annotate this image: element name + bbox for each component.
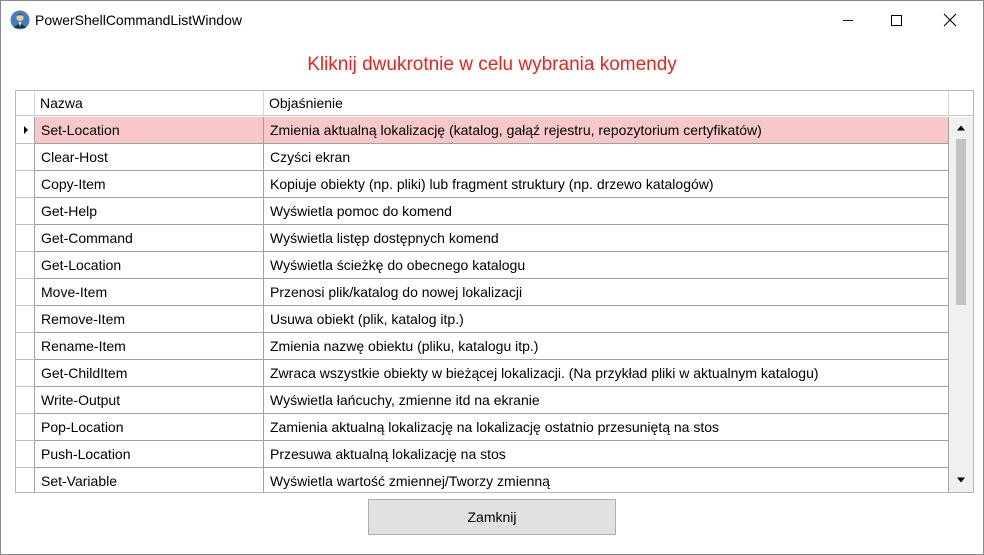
command-description-cell[interactable]: Wyświetla listęp dostępnych komend [264, 225, 949, 252]
row-header[interactable] [16, 117, 35, 144]
window-title: PowerShellCommandListWindow [35, 12, 242, 28]
row-header[interactable] [16, 333, 35, 360]
table-row[interactable] [35, 441, 949, 468]
row-header[interactable] [16, 171, 35, 198]
command-name-cell[interactable]: Set-Location [35, 117, 264, 144]
command-description-cell[interactable]: Wyświetla łańcuchy, zmienne itd na ekranie [264, 387, 949, 414]
table-row[interactable] [35, 360, 949, 387]
table-row[interactable] [35, 387, 949, 414]
command-table[interactable] [15, 90, 974, 493]
command-description-cell[interactable]: Czyści ekran [264, 144, 949, 171]
command-description-cell[interactable]: Przenosi plik/katalog do nowej lokalizacji [264, 279, 949, 306]
command-name-cell[interactable]: Get-Help [35, 198, 264, 225]
close-button[interactable]: Zamknij [368, 499, 616, 535]
scroll-up-icon[interactable] [956, 124, 966, 132]
maximize-button[interactable] [873, 1, 919, 38]
table-header [16, 91, 973, 117]
vertical-scrollbar[interactable] [950, 117, 972, 491]
row-pointer-icon [16, 117, 35, 143]
maximize-icon [890, 14, 902, 26]
command-name-cell[interactable]: Rename-Item [35, 333, 264, 360]
command-description-cell[interactable]: Zmienia aktualną lokalizację (katalog, gałąź rejestru, repozytorium certyfikatów) [264, 117, 949, 144]
command-name-cell[interactable]: Remove-Item [35, 306, 264, 333]
row-header[interactable] [16, 306, 35, 333]
command-description-cell[interactable]: Wyświetla ścieżkę do obecnego katalogu [264, 252, 949, 279]
scrollbar-thumb[interactable] [956, 139, 966, 305]
table-row[interactable] [35, 144, 949, 171]
close-icon [943, 13, 957, 27]
command-description-cell[interactable]: Zwraca wszystkie obiekty w bieżącej lokalizacji. (Na przykład pliki w aktualnym katalogu) [264, 360, 949, 387]
command-description-cell[interactable]: Zamienia aktualną lokalizację na lokalizację ostatnio przesuniętą na stos [264, 414, 949, 441]
instruction-heading: Kliknij dwukrotnie w celu wybrania komendy [307, 54, 677, 75]
table-row[interactable] [35, 279, 949, 306]
row-header[interactable] [16, 360, 35, 387]
header-corner [16, 91, 35, 116]
command-description-cell[interactable]: Wyświetla wartość zmiennej/Tworzy zmienną [264, 468, 949, 493]
command-name-cell[interactable]: Get-Command [35, 225, 264, 252]
header-filler [949, 91, 973, 116]
command-description-cell[interactable]: Kopiuje obiekty (np. pliki) lub fragment struktury (np. drzewo katalogów) [264, 171, 949, 198]
table-row[interactable] [35, 252, 949, 279]
title-bar[interactable] [1, 1, 983, 38]
command-description-cell[interactable]: Zmienia nazwę obiektu (pliku, katalogu itp.) [264, 333, 949, 360]
command-name-cell[interactable]: Copy-Item [35, 171, 264, 198]
table-row[interactable] [35, 468, 949, 493]
row-header[interactable] [16, 252, 35, 279]
command-name-cell[interactable]: Get-Location [35, 252, 264, 279]
column-header-description[interactable]: Objaśnienie [264, 91, 949, 116]
row-header[interactable] [16, 468, 35, 493]
table-row[interactable] [35, 117, 949, 144]
command-description-cell[interactable]: Wyświetla pomoc do komend [264, 198, 949, 225]
close-window-button[interactable] [927, 1, 973, 38]
command-name-cell[interactable]: Get-ChildItem [35, 360, 264, 387]
scroll-down-icon[interactable] [956, 476, 966, 484]
table-row[interactable] [35, 333, 949, 360]
table-row[interactable] [35, 414, 949, 441]
command-name-cell[interactable]: Pop-Location [35, 414, 264, 441]
row-header[interactable] [16, 144, 35, 171]
command-name-cell[interactable]: Clear-Host [35, 144, 264, 171]
minimize-button[interactable] [825, 1, 871, 38]
table-row[interactable] [35, 306, 949, 333]
row-header[interactable] [16, 387, 35, 414]
command-description-cell[interactable]: Usuwa obiekt (plik, katalog itp.) [264, 306, 949, 333]
app-icon [10, 10, 30, 30]
command-name-cell[interactable]: Move-Item [35, 279, 264, 306]
row-header[interactable] [16, 279, 35, 306]
row-header[interactable] [16, 441, 35, 468]
minimize-icon [842, 14, 854, 26]
command-name-cell[interactable]: Write-Output [35, 387, 264, 414]
command-description-cell[interactable]: Przesuwa aktualną lokalizację na stos [264, 441, 949, 468]
column-header-name[interactable]: Nazwa [35, 91, 264, 116]
table-row[interactable] [35, 171, 949, 198]
row-header[interactable] [16, 225, 35, 252]
row-header[interactable] [16, 414, 35, 441]
table-row[interactable] [35, 225, 949, 252]
command-name-cell[interactable]: Push-Location [35, 441, 264, 468]
table-row[interactable] [35, 198, 949, 225]
command-name-cell[interactable]: Set-Variable [35, 468, 264, 493]
row-header[interactable] [16, 198, 35, 225]
